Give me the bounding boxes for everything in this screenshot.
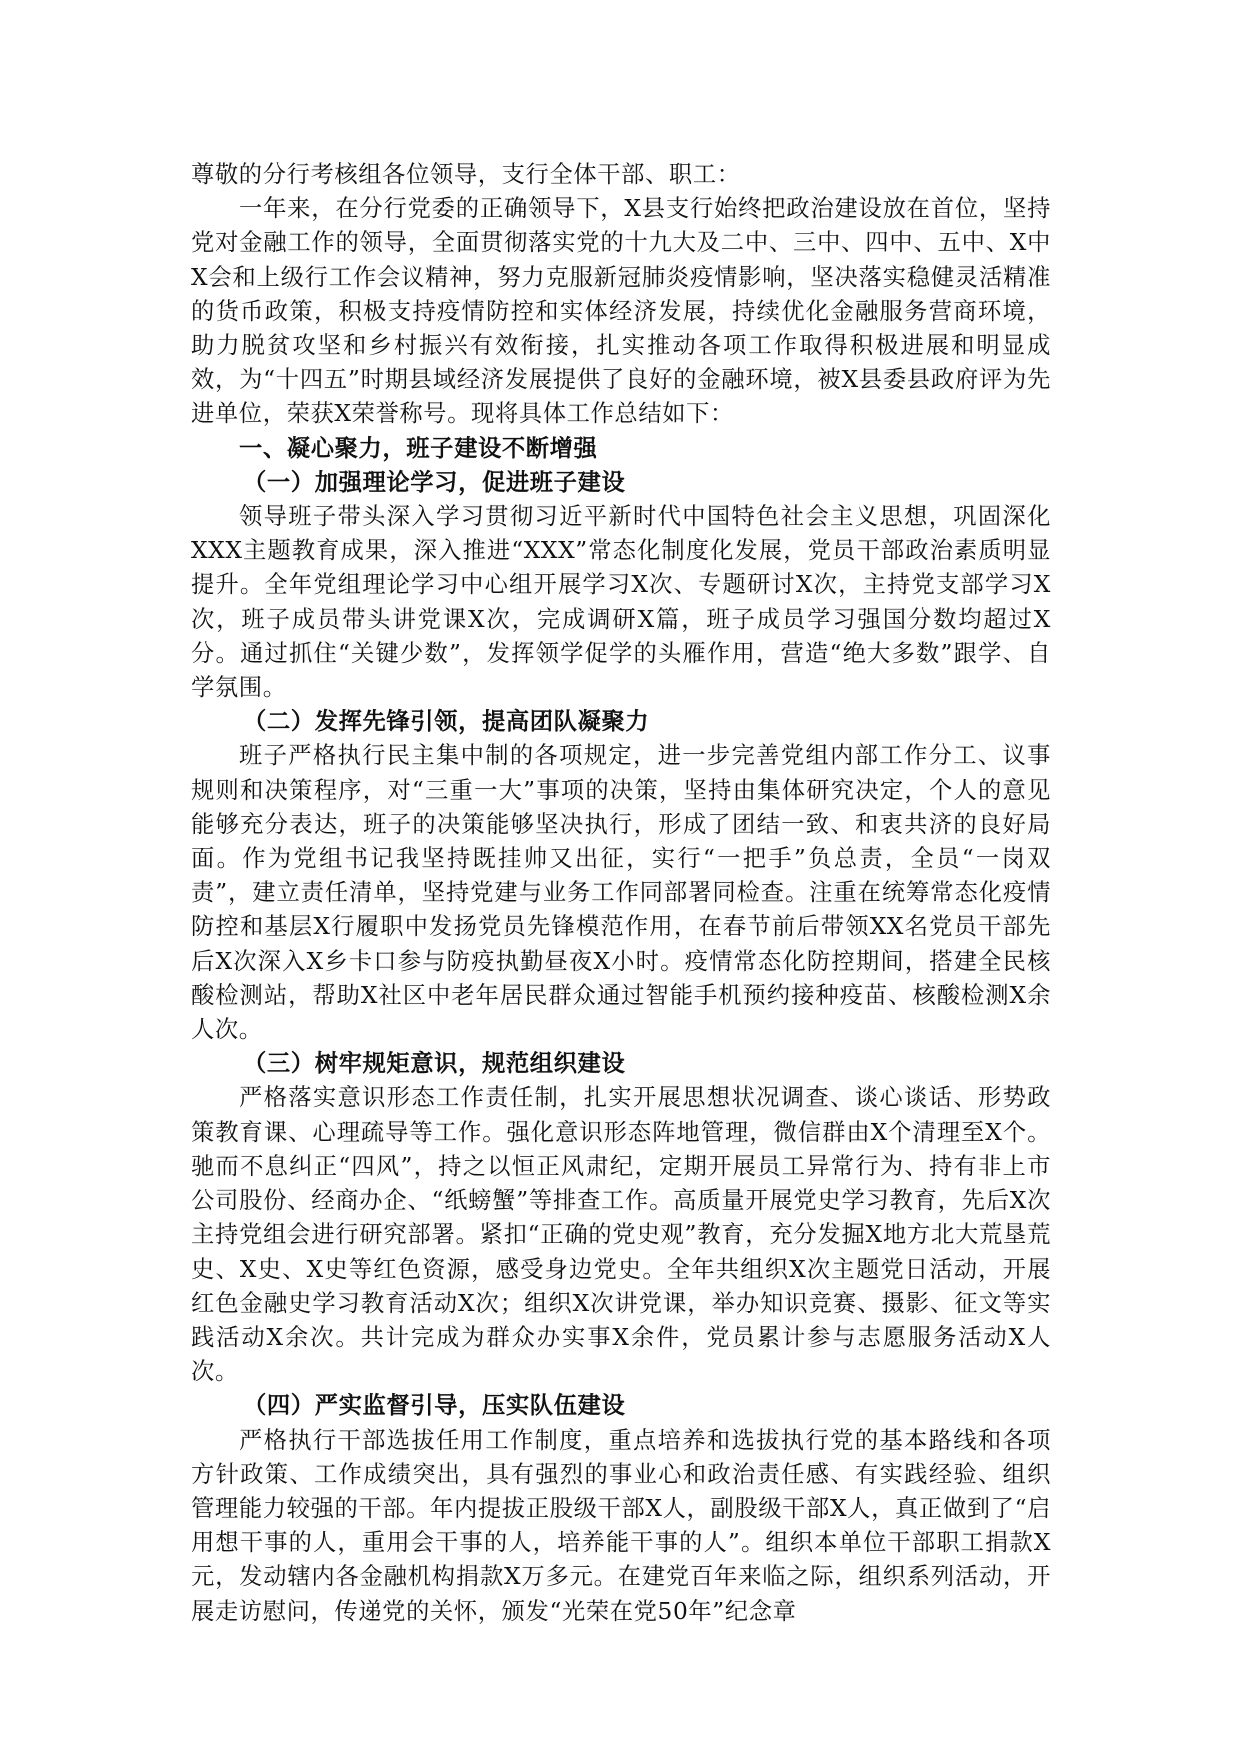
salutation: 尊敬的分行考核组各位领导，支行全体干部、职工： <box>191 161 741 188</box>
body-paragraph: 领导班子带头深入学习贯彻习近平新时代中国特色社会主义思想，巩固深化XXX主题教育成果，深入推进“XXX”常态化制度化发展，党员干部政治素质明显提升。全年党组理论学习中心组开展学习X次、专题研讨X次，主持党支部学习X次，班子成员带头讲党课X次，完成调研X篇，班子成员学习强国分数均超过X分。通过抓住“关键少数”，发挥领学促学的头雁作用，营造“绝大多数”跟学、自学氛围。 <box>191 503 1051 702</box>
document-body <box>191 158 1051 1629</box>
subsection-heading: （二）发挥先锋引领，提高团队凝聚力 <box>243 708 650 736</box>
body-paragraph: 严格执行干部选拔任用工作制度，重点培养和选拔执行党的基本路线和各项方针政策、工作成绩突出，具有强烈的事业心和政治责任感、有实践经验、组织管理能力较强的干部。年内提拔正股级干部X人，副股级干部X人，真正做到了“启用想干事的人，重用会干事的人，培养能干事的人”。组织本单位干部职工捐款X元，发动辖内各金融机构捐款X万多元。在建党百年来临之际，组织系列活动，开展走访慰问，传递党的关怀，颁发“光荣在党50年”纪念章 <box>191 1426 1051 1625</box>
section-heading: 一、凝心聚力，班子建设不断增强 <box>239 434 598 462</box>
subsection-heading: （一）加强理论学习，促进班子建设 <box>243 468 626 496</box>
body-paragraph: 班子严格执行民主集中制的各项规定，进一步完善党组内部工作分工、议事规则和决策程序，对“三重一大”事项的决策，坚持由集体研究决定，个人的意见能够充分表达，班子的决策能够坚决执行，形成了团结一致、和衷共济的良好局面。作为党组书记我坚持既挂帅又出征，实行“一把手”负总责，全员“一岗双责”，建立责任清单，坚持党建与业务工作同部署同检查。注重在统筹常态化疫情防控和基层X行履职中发扬党员先锋模范作用，在春节前后带领XX名党员干部先后X次深入X乡卡口参与防疫执勤昼夜X小时。疫情常态化防控期间，搭建全民核酸检测站，帮助X社区中老年居民群众通过智能手机预约接种疫苗、核酸检测X余人次。 <box>191 742 1051 1044</box>
subsection-heading: （四）严实监督引导，压实队伍建设 <box>243 1392 626 1420</box>
subsection-heading: （三）树牢规矩意识，规范组织建设 <box>243 1050 626 1078</box>
body-paragraph: 严格落实意识形态工作责任制，扎实开展思想状况调查、谈心谈话、形势政策教育课、心理疏导等工作。强化意识形态阵地管理，微信群由X个清理至X个。驰而不息纠正“四风”，持之以恒正风肃纪，定期开展员工异常行为、持有非上市公司股份、经商办企、“纸螃蟹”等排查工作。高质量开展党史学习教育，先后X次主持党组会进行研究部署。紧扣“正确的党史观”教育，充分发掘X地方北大荒垦荒史、X史、X史等红色资源，感受身边党史。全年共组织X次主题党日活动，开展红色金融史学习教育活动X次；组织X次讲党课，举办知识竞赛、摄影、征文等实践活动X余次。共计完成为群众办实事X余件，党员累计参与志愿服务活动X人次。 <box>191 1084 1051 1386</box>
intro-paragraph: 一年来，在分行党委的正确领导下，X县支行始终把政治建设放在首位，坚持党对金融工作的领导，全面贯彻落实党的十九大及二中、三中、四中、五中、X中X会和上级行工作会议精神，努力克服新冠肺炎疫情影响，坚决落实稳健灵活精准的货币政策，积极支持疫情防控和实体经济发展，持续优化金融服务营商环境，助力脱贫攻坚和乡村振兴有效衔接，扎实推动各项工作取得积极进展和明显成效，为“十四五”时期县域经济发展提供了良好的金融环境，被X县委县政府评为先进单位，荣获X荣誉称号。现将具体工作总结如下： <box>191 195 1051 428</box>
